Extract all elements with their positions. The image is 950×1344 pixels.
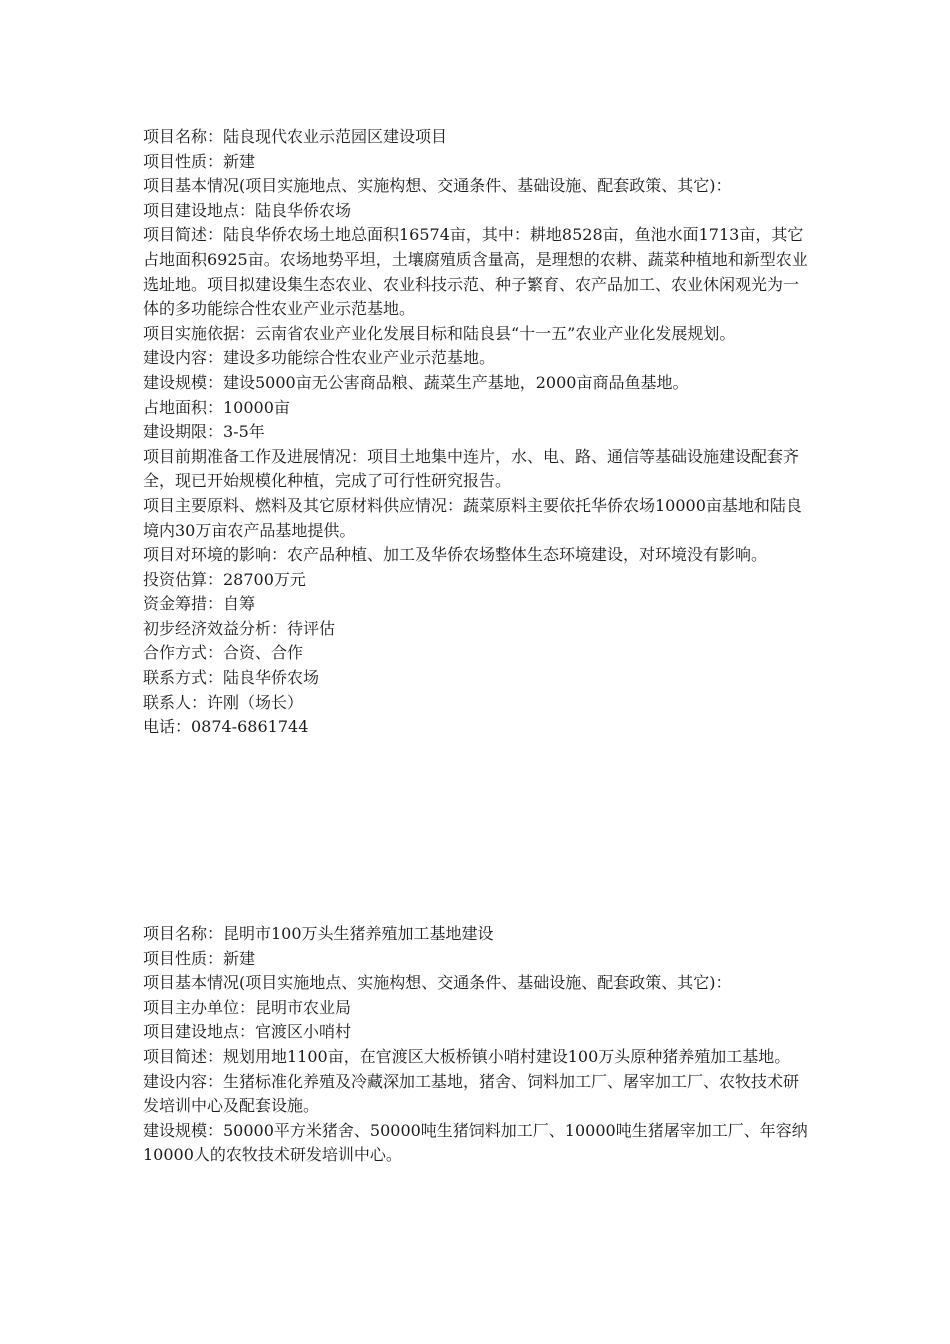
contact-method-line: 联系方式：陆良华侨农场 bbox=[143, 668, 320, 688]
cooperation-mode-line: 合作方式：合资、合作 bbox=[143, 643, 304, 663]
environmental-impact-line: 项目对环境的影响：农产品种植、加工及华侨农场整体生态环境建设，对环境没有影响。 bbox=[143, 545, 768, 565]
project-summary-paragraph: 项目简述：陆良华侨农场土地总面积16574亩，其中：耕地8528亩，鱼池水面1713亩，其它占地面积6925亩。农场地势平坦，土壤腐殖质含量高，是理想的农耕、蔬菜种植地和新型农业选址地。项目拟建设集生态农业、农业科技示范、种子繁育、农产品加工、农业休闲观光为一体的多功能综合性农业产业示范基地。 bbox=[143, 225, 808, 319]
project-kunming-pig-section bbox=[143, 922, 813, 1168]
construction-scale-line: 建设规模：50000平方米猪舍、50000吨生猪饲料加工厂、10000吨生猪屠宰加工厂、年容纳10000人的农牧技术研发培训中心。 bbox=[143, 1120, 808, 1165]
economic-analysis-line: 初步经济效益分析：待评估 bbox=[143, 618, 336, 638]
contact-person-line: 联系人：许刚（场长） bbox=[143, 692, 304, 712]
project-location-line: 项目建设地点：陆良华侨农场 bbox=[143, 200, 352, 220]
raw-material-supply-line: 项目主要原料、燃料及其它原材料供应情况：蔬菜原料主要依托华侨农场10000亩基地和陆良境内30万亩农产品基地提供。 bbox=[143, 495, 802, 540]
investment-estimate-line: 投资估算：28700万元 bbox=[143, 569, 306, 589]
construction-scale-line: 建设规模：建设5000亩无公害商品粮、蔬菜生产基地，2000亩商品鱼基地。 bbox=[143, 372, 689, 392]
construction-content-line: 建设内容：建设多功能综合性农业产业示范基地。 bbox=[143, 348, 496, 368]
project-location-line: 项目建设地点：官渡区小哨村 bbox=[143, 1022, 352, 1042]
construction-content-line: 建设内容：生猪标准化养殖及冷藏深加工基地，猪舍、饲料加工厂、屠宰加工厂、农牧技术研发培训中心及配套设施。 bbox=[143, 1071, 800, 1116]
project-basic-info-line: 项目基本情况(项目实施地点、实施构想、交通条件、基础设施、配套政策、其它)： bbox=[143, 176, 732, 196]
sponsor-unit-line: 项目主办单位：昆明市农业局 bbox=[143, 997, 352, 1017]
project-lu-liang-section bbox=[143, 125, 813, 740]
project-name-line: 项目名称：昆明市100万头生猪养殖加工基地建设 bbox=[143, 924, 494, 943]
project-summary-paragraph: 项目简述：规划用地1100亩，在官渡区大板桥镇小哨村建设100万头原种猪养殖加工基地。 bbox=[143, 1046, 791, 1066]
project-nature-line: 项目性质：新建 bbox=[143, 948, 256, 968]
project-name-line: 项目名称：陆良现代农业示范园区建设项目 bbox=[143, 127, 448, 146]
project-basis-line: 项目实施依据：云南省农业产业化发展目标和陆良县“十一五”农业产业化发展规划。 bbox=[143, 323, 736, 343]
preparation-progress-line: 项目前期准备工作及进展情况：项目土地集中连片，水、电、路、通信等基础设施建设配套齐全，现已开始规模化种植，完成了可行性研究报告。 bbox=[143, 446, 800, 491]
construction-period-line: 建设期限：3-5年 bbox=[143, 422, 265, 442]
fund-raising-line: 资金筹措：自筹 bbox=[143, 594, 256, 614]
project-basic-info-line: 项目基本情况(项目实施地点、实施构想、交通条件、基础设施、配套政策、其它)： bbox=[143, 973, 732, 993]
project-nature-line: 项目性质：新建 bbox=[143, 151, 256, 171]
land-area-line: 占地面积：10000亩 bbox=[143, 397, 290, 417]
phone-line: 电话：0874-6861744 bbox=[143, 717, 309, 737]
